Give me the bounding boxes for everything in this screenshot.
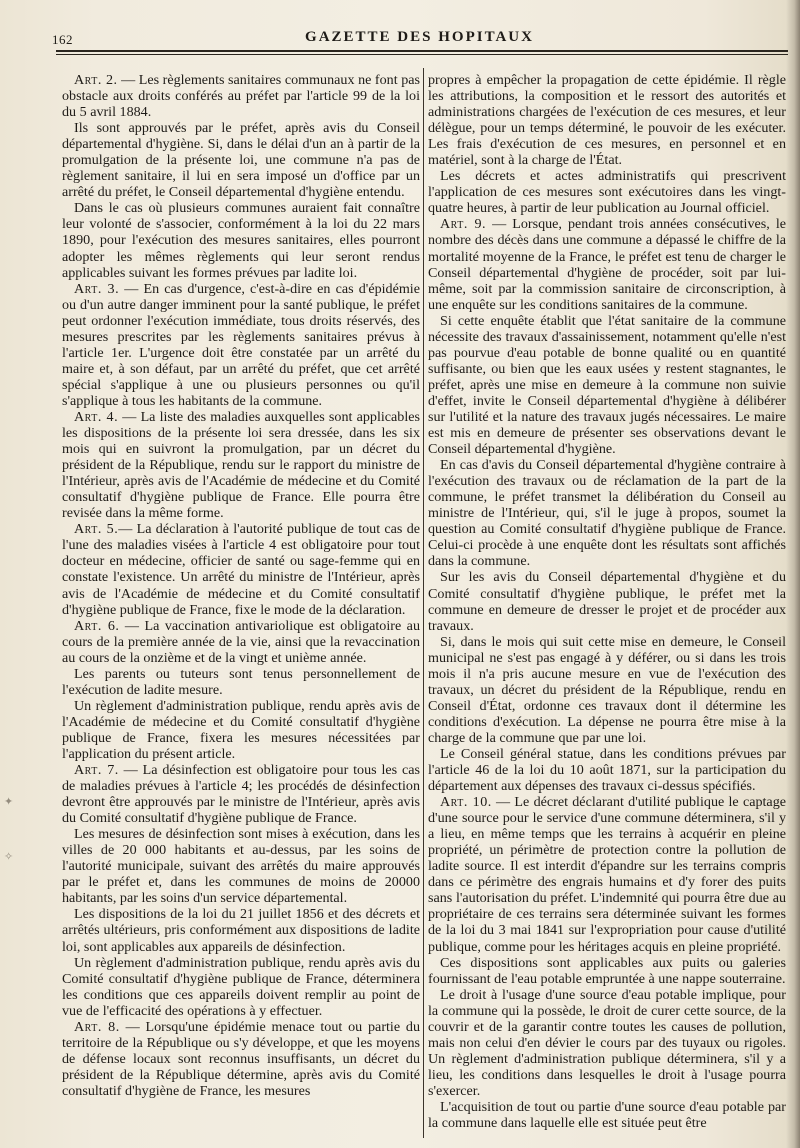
paragraph [428,168,786,216]
paragraph [428,569,786,633]
paragraph-text: Les mesures de désinfection sont mises à exécution, dans les villes de 20 000 habitants et au-dessus, par les soins de l'autorité municipale, suivant des arrêtés du maire approuvés par le préfet et, dans les communes de moins de 20000 habitants, par les soins d'un service départemental. [62,826,420,907]
article-number: Art. 5. [74,521,119,538]
paragraph-text: — La liste des maladies auxquelles sont applicables les dispositions de la présente loi sera dressée, dans les six mois qui en suivront la promulgation, par un décret du président de la République, rendu sur le rapport du ministre de l'Intérieur, après avis de l'Académie de médecine et du Comité consultatif d'hygiène publique de France. Elle pourra être revisée dans la même forme. [62,408,420,522]
page-header [52,26,787,48]
paragraph-text: Un règlement d'administration publique, rendu après avis de l'Académie de médecine et du Comité consultatif d'hygiène publique de France, fixera les mesures nécessitées par l'application du présent article. [62,697,420,762]
paragraph [428,216,786,312]
paragraph [62,666,420,698]
paragraph-text: Un règlement d'administration publique, rendu après avis du Comité consultatif d'hygiène publique de France, déterminera les conditions que ces appareils doivent remplir au point de vue de l'efficacité des opérations à y effectuer. [62,954,420,1019]
paragraph [428,955,786,987]
paragraph-text: Si cette enquête établit que l'état sanitaire de la commune nécessite des travaux d'assainissement, notamment qu'elle n'est pas pourvue d'eau potable de bonne qualité ou en quantité suffisante, ou bien que les eaux usées y restent stagnantes, le préfet, après une mise en demeure à la commune non suivie d'effet, invite le Conseil départemental d'hygiène à délibérer sur l'utilité et la nature des travaux jugés nécessaires. Le maire est mis en demeure de présenter ses observations devant le Conseil départemental d'hygiène. [428,312,786,458]
left-column [62,72,420,1099]
paragraph [428,457,786,569]
paragraph [62,1019,420,1099]
article-number: Art. 7. [74,762,119,779]
page-edge-shadow [786,0,800,1148]
paragraph-text: propres à empêcher la propagation de cette épidémie. Il règle les attributions, la composition et le ressort des autorités et administrations chargées de l'exécution de ces mesures, et leur délègue, pour un temps déterminé, le pouvoir de les exécuter. Les frais d'exécution de ces mesures, en personnel et en matériel, sont à la charge de l'État. [428,72,786,169]
article-number: Art. 10. [440,794,492,811]
page-number: 162 [52,32,73,47]
paragraph [62,618,420,666]
paragraph-text: Les dispositions de la loi du 21 juillet 1856 et des décrets et arrêtés ultérieurs, pris conformément aux dispositions de ladite loi, sont applicables aux appareils de désinfection. [62,906,420,955]
paragraph-text: — La désinfection est obligatoire pour tous les cas de maladies prévues à l'article 4; les procédés de désinfection devront être approuvés par le ministre de l'Intérieur, après avis du Comité consultatif d'hygiène publique de France. [62,762,420,827]
paragraph-text: — La vaccination antivariolique est obligatoire au cours de la première année de la vie, ainsi que la revaccination au cours de la onzième et de la vingt et unième année. [62,617,420,666]
paragraph [62,120,420,200]
paragraph-text: — Lorsqu'une épidémie menace tout ou partie du territoire de la République ou s'y développe, et que les moyens de défense locaux sont reconnus insuffisants, un décret du président de la République détermine, après avis du Comité consultatif d'hygiène de France, les mesures [62,1018,420,1099]
paragraph [428,313,786,457]
paragraph-text: Dans le cas où plusieurs communes auraient fait connaître leur volonté de s'associer, conformément à la loi du 22 mars 1890, pour l'exécution des mesures sanitaires, elles pourront adopter les mêmes règlements qui leur seront rendus applicables suivant les formes prévues par ladite loi. [62,200,420,281]
paragraph-text: Sur les avis du Conseil départemental d'hygiène et du Comité consultatif d'hygiène publique, le préfet met la commune en demeure de dresser le projet et de procéder aux travaux. [428,569,786,634]
paragraph [62,521,420,617]
paragraph-text: Si, dans le mois qui suit cette mise en demeure, le Conseil municipal ne s'est pas engagé à y déférer, ou si dans les trois mois il n'a pris aucune mesure en vue de l'exécution des travaux, un décret du président de la République, rendu en Conseil d'État, ordonne ces travaux dont il détermine les conditions d'exécution. La dépense ne pourra être mise à la charge de la commune que par une loi. [428,633,786,746]
header-rule-thin [56,54,788,55]
article-number: Art. 4. [74,408,119,425]
header-rule [56,50,788,52]
article-number: Art. 3. [74,280,120,297]
paragraph-text: — La déclaration à l'autorité publique de tout cas de l'une des maladies visées à l'article 4 est obligatoire pour tout docteur en médecine, officier de santé ou sage-femme qui en constate l'existence. Un arrêté du ministre de l'Intérieur, après avis de l'Académie de médecine et du Comité consultatif d'hygiène publique de France, fixe le mode de la déclaration. [62,521,421,618]
article-number: Art. 8. [74,1018,120,1035]
publication-title: GAZETTE DES HOPITAUX [305,29,534,45]
margin-annotation-mark: ✦ [4,796,14,808]
paragraph [428,746,786,794]
column-divider [423,68,424,1138]
paragraph [62,72,420,120]
paragraph [428,634,786,746]
article-number: Art. 9. [440,216,487,233]
paragraph-text: Le Conseil général statue, dans les conditions prévues par l'article 46 de la loi du 10 août 1871, sur la participation du département aux dépenses des travaux ci-dessus spécifiés. [428,745,786,795]
paragraph [62,409,420,521]
margin-annotation-mark: ✧ [4,851,14,863]
paragraph [428,794,786,954]
paragraph-text: Les parents ou tuteurs sont tenus personnellement de l'exécution de ladite mesure. [62,665,420,698]
paragraph-text: Ils sont approuvés par le préfet, après avis du Conseil départemental d'hygiène. Si, dans le délai d'un an à partir de la promulgation de la présente loi, une commune n'a pas de règlement sanitaire, il lui en sera imposé un d'office par un arrêté du préfet, le Conseil départemental d'hygiène entendu. [62,120,420,201]
paragraph [62,200,420,280]
article-number: Art. 2. [74,72,118,88]
paragraph [62,955,420,1019]
paragraph-text: Ces dispositions sont applicables aux puits ou galeries fournissant de l'eau potable empruntée à une nappe souterraine. [428,954,786,987]
paragraph [428,72,786,168]
paragraph-text: Le droit à l'usage d'une source d'eau potable implique, pour la commune qui la possède, le droit de curer cette source, de la couvrir et de la garantir contre toutes les causes de pollution, mais non celui d'en dévier le cours par des tuyaux ou rigoles. Un règlement d'administration publique déterminera, s'il y a lieu, les conditions dans lesquelles le droit à l'usage pourra s'exercer. [428,986,786,1099]
paragraph [62,906,420,954]
paragraph-text: Les décrets et actes administratifs qui prescrivent l'application de ces mesures sont exécutoires dans les vingt-quatre heures, à partir de leur publication au Journal officiel. [428,168,786,217]
paragraph-text: En cas d'avis du Conseil départemental d'hygiène contraire à l'exécution des travaux ou de réclamation de la part de la commune, le préfet transmet la délibération du Conseil au ministre de l'Intérieur, qui, s'il le juge à propos, soumet la question au Comité consultatif d'hygiène publique de France. Celui-ci procède à une enquête dont les résultats sont affichés dans la commune. [428,457,786,570]
article-number: Art. 6. [74,617,120,634]
paragraph-text: — Le décret déclarant d'utilité publique le captage d'une source pour le service d'une commune déterminera, s'il y a lieu, en même temps que les terrains à acquérir en pleine propriété, un périmètre de protection contre la pollution de ladite source. Il est interdit d'épandre sur les terrains compris dans ce périmètre des engrais humains et d'y forer des puits sans l'autorisation du préfet. L'indemnité qui pourra être due au propriétaire de ces terrains sera déterminée suivant les formes de la loi du 3 mai 1841 sur l'expropriation pour cause d'utilité publique, comme pour les héritages acquis en pleine propriété. [428,794,786,955]
paragraph-text: L'acquisition de tout ou partie d'une source d'eau potable par la commune dans laquelle elle est située peut être [428,1099,786,1132]
paragraph [62,281,420,409]
paragraph [428,987,786,1099]
paragraph-text: — Lorsque, pendant trois années consécutives, le nombre des décès dans une commune a dépassé le chiffre de la mortalité moyenne de la France, le préfet est tenu de charger le Conseil départemental d'hygiène de procéder, soit par lui-même, soit par la commission sanitaire de circonscription, à une enquête sur les conditions sanitaires de la commune. [428,216,786,313]
paragraph [62,826,420,906]
paragraph [62,762,420,826]
paragraph-text: — Les règlements sanitaires communaux ne font pas obstacle aux droits conférés au préfet par l'article 99 de la loi du 5 avril 1884. [62,72,420,121]
paragraph [62,698,420,762]
paragraph-text: — En cas d'urgence, c'est-à-dire en cas d'épidémie ou d'un autre danger imminent pour la santé publique, le préfet peut ordonner l'exécution immédiate, tous droits réservés, des mesures prescrites par les règlements sanitaires prévus à l'article 1er. L'urgence doit être constatée par un arrêté du maire et, à son défaut, par un arrêté du préfet, que cet arrêté spécial s'applique à une ou plusieurs personnes ou qu'il s'applique à tous les habitants de la commune. [62,280,420,409]
right-column [428,72,786,1131]
paragraph [428,1099,786,1131]
